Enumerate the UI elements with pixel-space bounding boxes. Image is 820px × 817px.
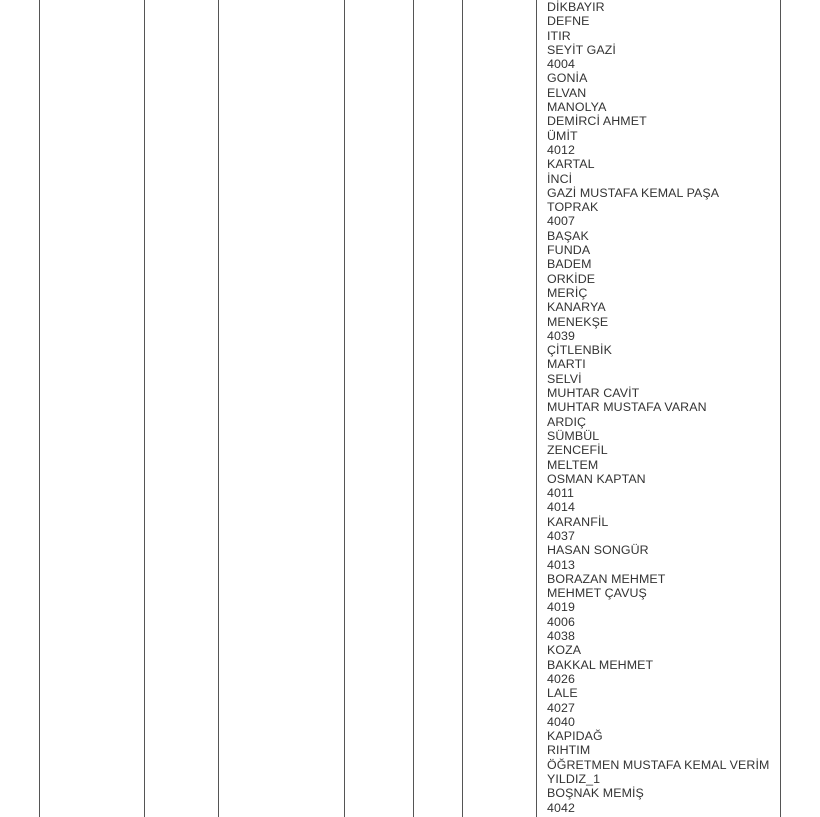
column-divider-6 bbox=[536, 0, 537, 817]
street-name-item: ZENCEFİL bbox=[547, 443, 608, 458]
street-name-item: 4042 bbox=[547, 800, 575, 815]
street-name-item: OSMAN KAPTAN bbox=[547, 471, 646, 486]
street-name-item: 4006 bbox=[547, 614, 575, 629]
street-name-item: BOŞNAK MEMİŞ bbox=[547, 786, 644, 801]
street-name-item: 4013 bbox=[547, 557, 575, 572]
street-name-item: SÜMBÜL bbox=[547, 428, 600, 443]
street-name-item: DEMİRCİ AHMET bbox=[547, 114, 647, 129]
street-name-item: TOPRAK bbox=[547, 200, 599, 215]
street-name-item: KARTAL bbox=[547, 157, 595, 172]
street-name-item: MUHTAR CAVİT bbox=[547, 386, 640, 401]
street-name-item: 4040 bbox=[547, 714, 575, 729]
street-name-item: ELVAN bbox=[547, 85, 587, 100]
column-divider-5 bbox=[462, 0, 463, 817]
column-divider-2 bbox=[218, 0, 219, 817]
street-name-item: LALE bbox=[547, 686, 578, 701]
street-name-item: BAŞAK bbox=[547, 228, 589, 243]
street-name-item: MARTI bbox=[547, 357, 586, 372]
street-name-item: HASAN SONGÜR bbox=[547, 543, 649, 558]
street-name-item: 4026 bbox=[547, 671, 575, 686]
street-name-item: ITIR bbox=[547, 28, 571, 43]
street-name-item: GAZİ MUSTAFA KEMAL PAŞA bbox=[547, 185, 720, 200]
column-divider-1 bbox=[144, 0, 145, 817]
street-name-item: YILDIZ_1 bbox=[547, 772, 601, 787]
street-name-item: ORKİDE bbox=[547, 271, 596, 286]
street-name-item: ARDIÇ bbox=[547, 414, 587, 429]
street-name-item: 4004 bbox=[547, 57, 575, 72]
street-name-item: 4038 bbox=[547, 629, 575, 644]
street-name-item: KOZA bbox=[547, 643, 582, 658]
street-name-item: 4012 bbox=[547, 142, 575, 157]
street-name-item: 4027 bbox=[547, 700, 575, 715]
street-name-item: BORAZAN MEHMET bbox=[547, 571, 666, 586]
street-name-item: 4014 bbox=[547, 500, 575, 515]
street-name-item: 4019 bbox=[547, 600, 575, 615]
street-name-list bbox=[547, 0, 769, 815]
street-name-item: KANARYA bbox=[547, 300, 606, 315]
street-name-item: ÖĞRETMEN MUSTAFA KEMAL VERİM bbox=[547, 757, 770, 772]
street-name-item: MERİÇ bbox=[547, 285, 588, 300]
street-name-item: RIHTIM bbox=[547, 743, 591, 758]
street-name-item: BADEM bbox=[547, 257, 592, 272]
street-name-item: MENEKŞE bbox=[547, 314, 609, 329]
street-name-item: 4039 bbox=[547, 328, 575, 343]
street-name-item: İNCİ bbox=[547, 171, 573, 186]
street-name-item: MEHMET ÇAVUŞ bbox=[547, 586, 647, 601]
street-name-item: 4037 bbox=[547, 528, 575, 543]
street-name-item: MANOLYA bbox=[547, 100, 607, 115]
street-name-item: BAKKAL MEHMET bbox=[547, 657, 654, 672]
street-name-item: ÇİTLENBİK bbox=[547, 343, 612, 358]
street-name-item: GONİA bbox=[547, 71, 588, 86]
street-name-item: DEFNE bbox=[547, 14, 590, 29]
street-name-item: 4011 bbox=[547, 486, 575, 501]
street-name-item: SELVİ bbox=[547, 371, 582, 386]
street-name-item: SEYİT GAZİ bbox=[547, 42, 616, 57]
street-name-item: DİKBAYIR bbox=[547, 0, 605, 14]
street-name-item: ÜMİT bbox=[547, 128, 578, 143]
street-name-item: KARANFİL bbox=[547, 514, 609, 529]
street-name-item: MUHTAR MUSTAFA VARAN bbox=[547, 400, 707, 415]
column-divider-4 bbox=[413, 0, 414, 817]
street-name-item: KAPIDAĞ bbox=[547, 729, 603, 744]
street-name-item: FUNDA bbox=[547, 243, 591, 258]
column-divider-3 bbox=[344, 0, 345, 817]
street-name-item: MELTEM bbox=[547, 457, 599, 472]
street-name-item: 4007 bbox=[547, 214, 575, 229]
